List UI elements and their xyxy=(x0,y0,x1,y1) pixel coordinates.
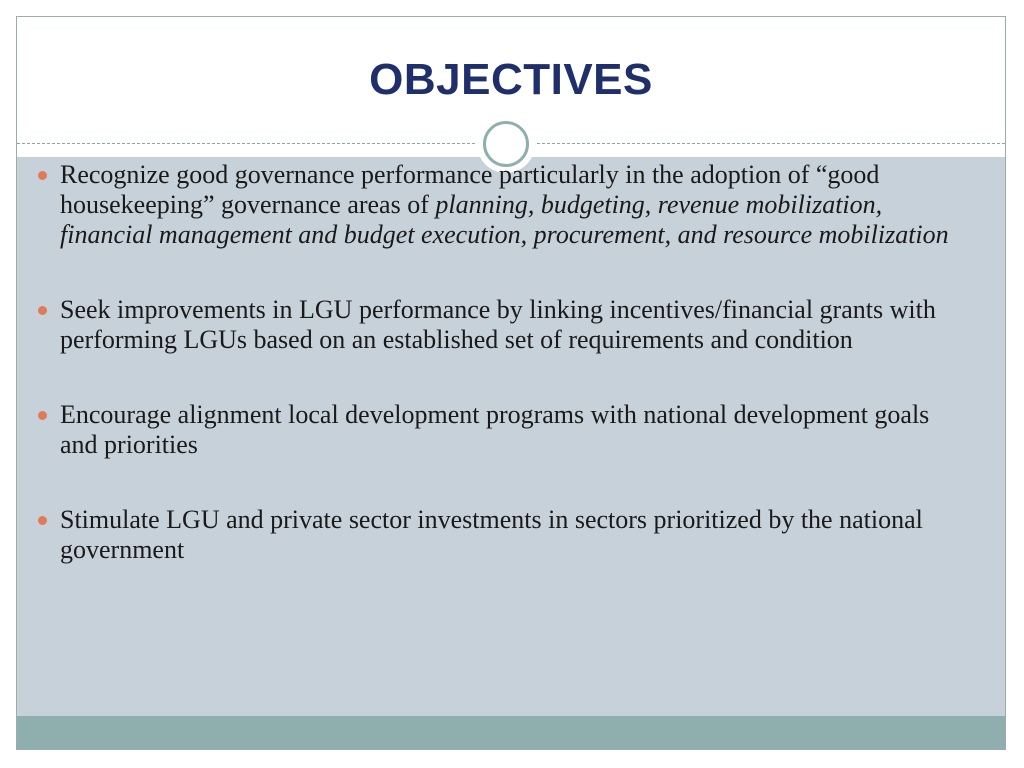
bullet-item xyxy=(38,400,968,460)
bullet-icon xyxy=(38,171,47,180)
footer-band xyxy=(17,716,1005,750)
bullet-text: Recognize good governance performance particularly in the adoption of “good housekeeping” governance areas of xyxy=(60,160,880,219)
bullet-icon xyxy=(38,306,47,315)
bullet-item xyxy=(38,505,968,565)
bullet-text: Seek improvements in LGU performance by linking incentives/financial grants with performing LGUs based on an established set of requirements and condition xyxy=(60,295,936,354)
bullet-italic-text: planning, budgeting, revenue mobilization, financial management and budget execution, procurement, and resource mobilization xyxy=(60,190,949,249)
bullet-item xyxy=(38,160,968,250)
bullet-item xyxy=(38,295,968,355)
bullet-icon xyxy=(38,516,47,525)
bullet-text: Encourage alignment local development programs with national development goals and priorities xyxy=(60,400,930,459)
bullet-text: Stimulate LGU and private sector investments in sectors prioritized by the national government xyxy=(60,505,923,564)
bullet-list xyxy=(38,160,968,565)
slide-title: OBJECTIVES xyxy=(369,55,653,104)
bullet-icon xyxy=(38,411,47,420)
